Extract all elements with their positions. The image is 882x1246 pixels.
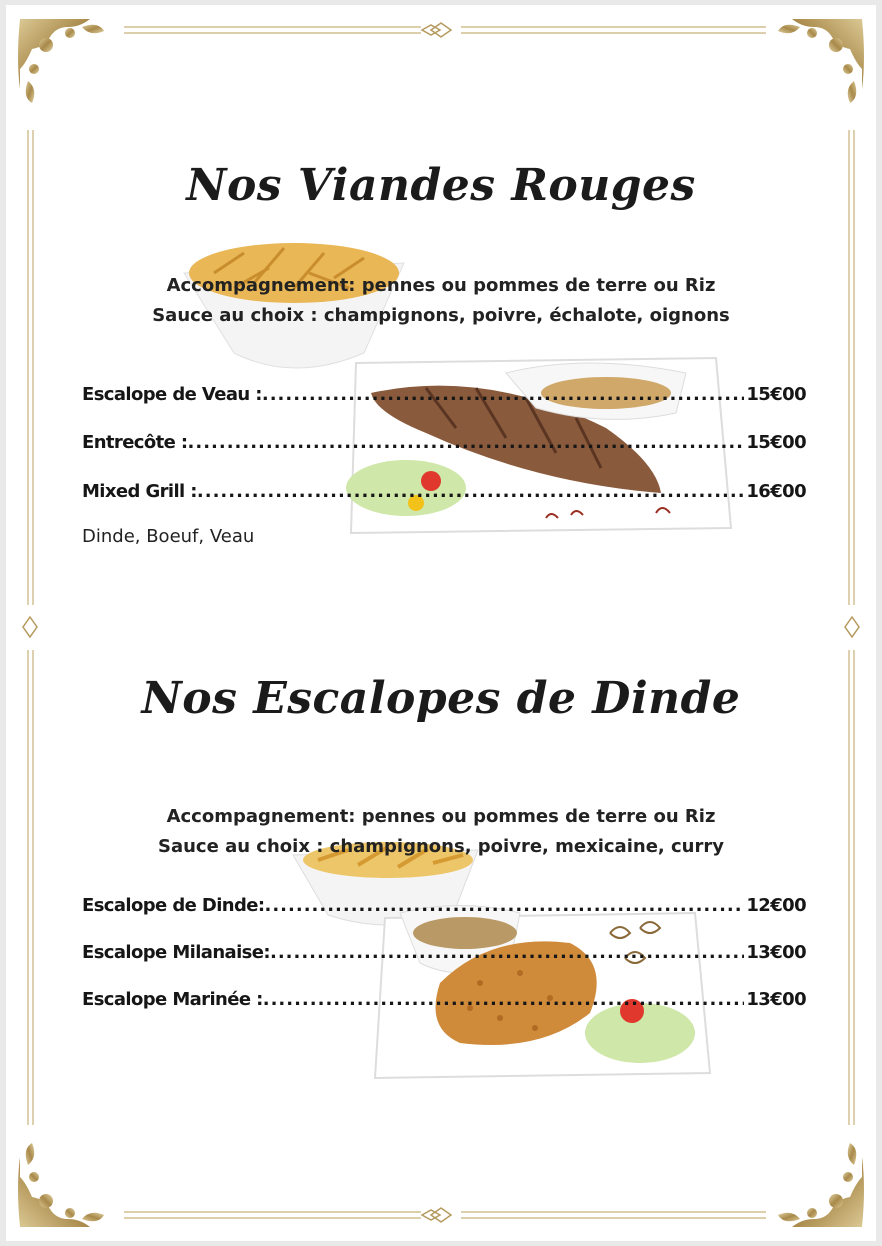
menu-item-row [82,384,806,412]
menu-item-name: Escalope Marinée : [82,989,263,1010]
section-info-viandes [6,271,876,331]
menu-item-price: 15€00 [746,384,806,405]
menu-item-name: Escalope de Dinde: [82,895,265,916]
sauce-text: Sauce au choix : champignons, poivre, échalote, oignons [152,305,730,326]
menu-item-price: 13€00 [746,989,806,1010]
mixed-grill-note: Dinde, Boeuf, Veau [82,526,255,547]
accompaniment-text: Accompagnement: pennes ou pommes de terre ou Riz [166,275,716,296]
section-title-viandes: Nos Viandes Rouges [186,160,696,211]
section-info-escalopes [6,802,876,862]
section-title-escalopes: Nos Escalopes de Dinde [141,673,741,724]
leader-dots [270,942,744,963]
menu-item-row [82,942,806,970]
menu-item-price: 13€00 [746,942,806,963]
menu-item-name: Escalope de Veau : [82,384,262,405]
leader-dots [188,432,745,453]
menu-item-row [82,432,806,460]
menu-page [6,5,876,1241]
leader-dots [263,989,745,1010]
menu-item-row [82,895,806,923]
leader-dots [262,384,745,405]
menu-item-name: Entrecôte : [82,432,188,453]
menu-item-row [82,481,806,509]
menu-item-price: 16€00 [746,481,806,502]
sauce-text: Sauce au choix : champignons, poivre, mexicaine, curry [158,836,724,857]
menu-item-name: Mixed Grill : [82,481,197,502]
menu-item-price: 15€00 [746,432,806,453]
menu-item-price: 12€00 [746,895,806,916]
accompaniment-text: Accompagnement: pennes ou pommes de terre ou Riz [166,806,716,827]
menu-item-name: Escalope Milanaise: [82,942,270,963]
leader-dots [265,895,745,916]
leader-dots [197,481,744,502]
menu-item-row [82,989,806,1017]
